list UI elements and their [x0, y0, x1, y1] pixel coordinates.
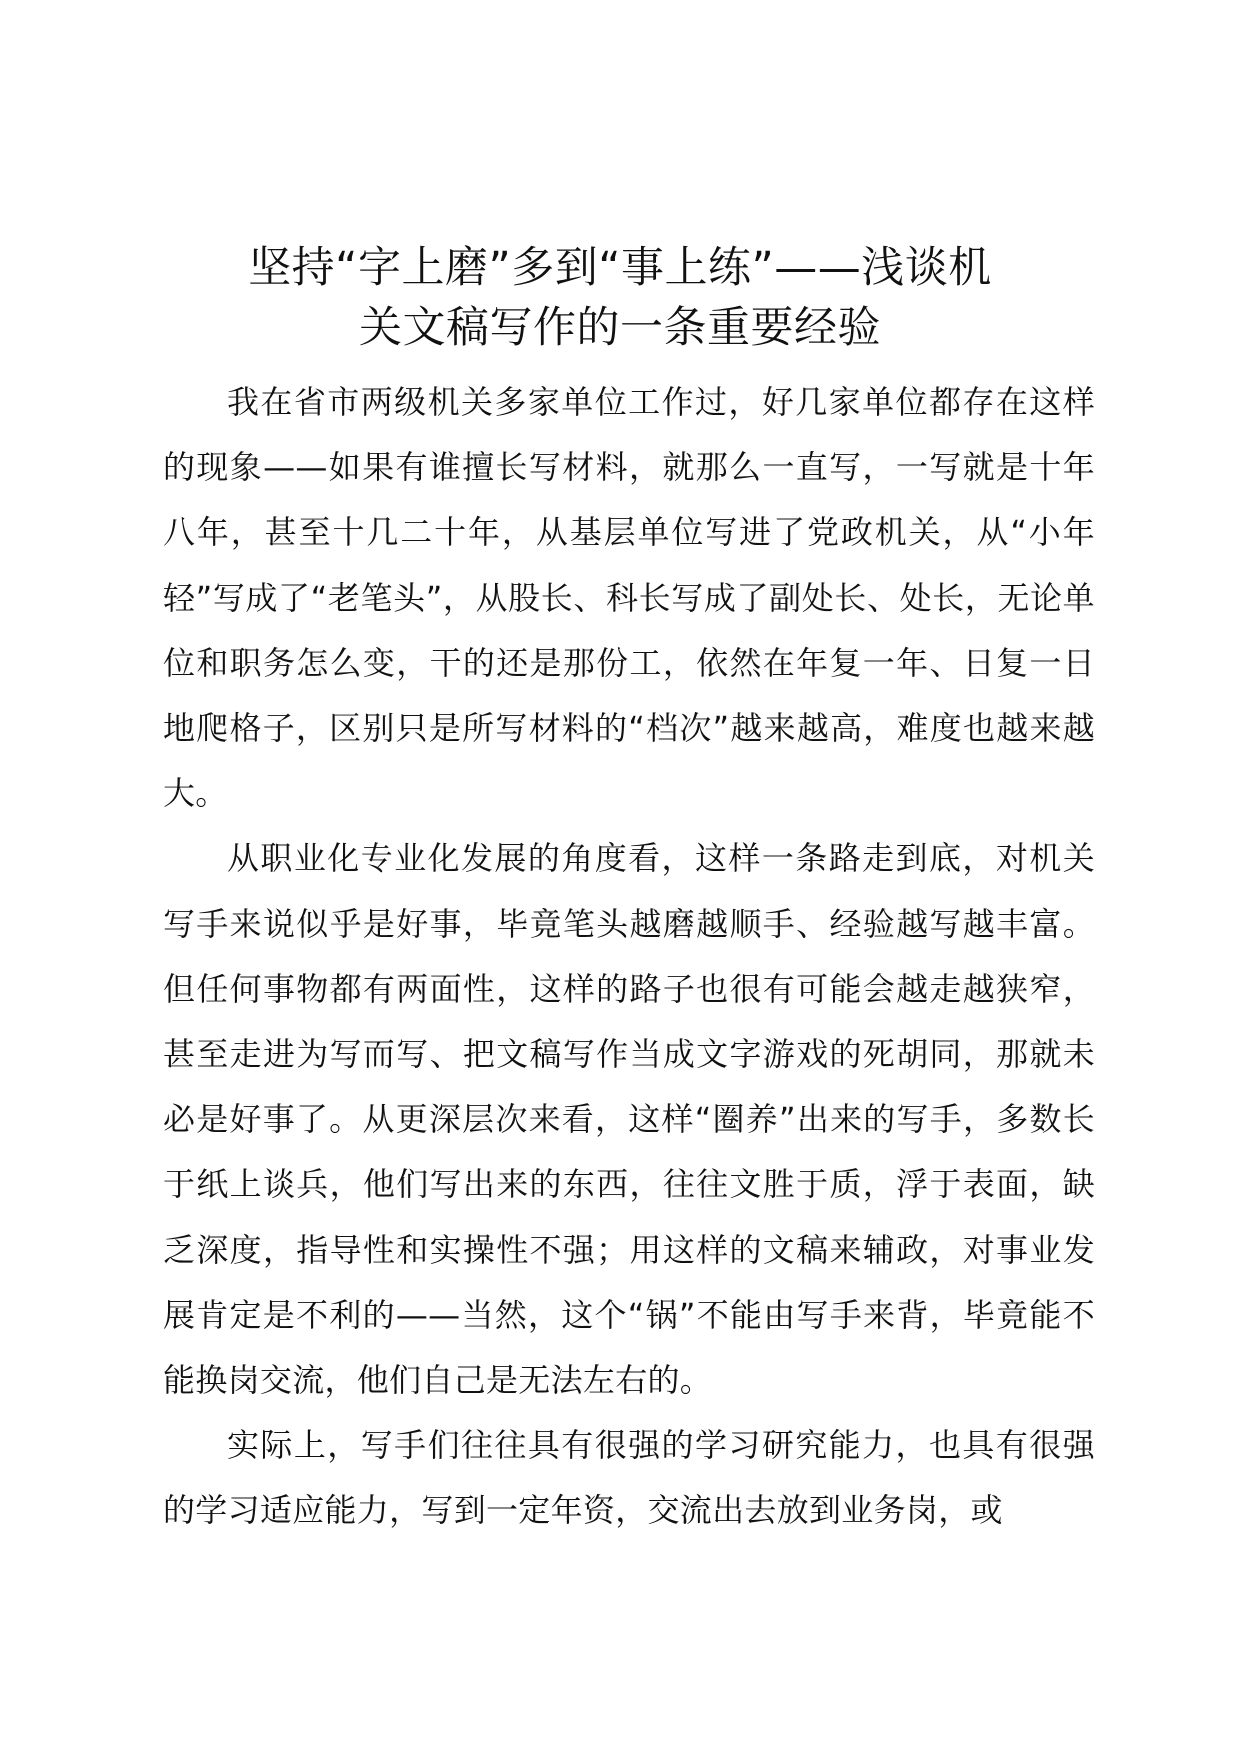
document-body	[163, 370, 1095, 1544]
title-line-1: 坚持“字上磨”多到“事上练”——浅谈机	[248, 243, 992, 293]
document-title	[165, 238, 1075, 358]
title-line-2: 关文稿写作的一条重要经验	[359, 303, 881, 353]
paragraph-2: 从职业化专业化发展的角度看，这样一条路走到底，对机关写手来说似乎是好事，毕竟笔头越磨越顺手、经验越写越丰富。但任何事物都有两面性，这样的路子也很有可能会越走越狭窄，甚至走进为写而写、把文稿写作当成文字游戏的死胡同，那就未必是好事了。从更深层次来看，这样“圈养”出来的写手，多数长于纸上谈兵，他们写出来的东西，往往文胜于质，浮于表面，缺乏深度，指导性和实操性不强；用这样的文稿来辅政，对事业发展肯定是不利的——当然，这个“锅”不能由写手来背，毕竟能不能换岗交流，他们自己是无法左右的。	[163, 839, 1095, 1400]
paragraph-1: 我在省市两级机关多家单位工作过，好几家单位都存在这样的现象——如果有谁擅长写材料，就那么一直写，一写就是十年八年，甚至十几二十年，从基层单位写进了党政机关，从“小年轻”写成了“老笔头”，从股长、科长写成了副处长、处长，无论单位和职务怎么变，干的还是那份工，依然在年复一年、日复一日地爬格子，区别只是所写材料的“档次”越来越高，难度也越来越大。	[163, 383, 1095, 813]
paragraph-3: 实际上，写手们往往具有很强的学习研究能力，也具有很强的学习适应能力，写到一定年资，交流出去放到业务岗，或	[163, 1426, 1095, 1530]
